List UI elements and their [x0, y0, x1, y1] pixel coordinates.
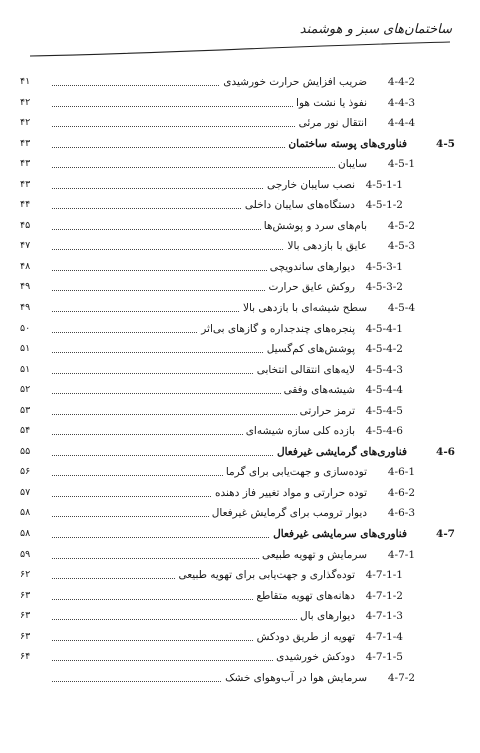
toc-entry-page: ۴۳ [20, 178, 31, 190]
toc-entry-number: 4-5-4-5 [365, 404, 403, 417]
running-header: ساختمان‌های سبز و هوشمند [299, 22, 452, 37]
toc-entry-title: تهویه از طریق دودکش [254, 627, 355, 647]
toc-entry-title: دیوارهای بال [297, 606, 355, 626]
toc-entry-page: ۵۱ [20, 363, 31, 375]
toc-entry [18, 154, 458, 175]
toc-entry-title: ضریب افزایش حرارت خورشیدی [220, 72, 367, 92]
toc-entry-page: ۴۴ [20, 199, 31, 211]
toc-entry-number: 4-7-1-5 [365, 651, 403, 664]
toc-entry-title: فناوری‌های سرمایشی غیرفعال [270, 524, 407, 544]
toc-entry-number: 4-5-1-2 [365, 199, 403, 212]
toc-entry-title: سطح شیشه‌ای با بازدهی بالا [240, 298, 367, 318]
toc-entry-page: ۵۶ [20, 466, 31, 478]
toc-entry-number: 4-5-1-1 [365, 178, 403, 191]
toc-entry-number: 4-5-4-3 [365, 363, 403, 376]
toc-entry-title: سایبان [335, 154, 367, 174]
toc-entry-page: ۵۲ [20, 384, 31, 396]
toc-entry [18, 442, 458, 463]
table-of-contents [18, 72, 458, 688]
dot-leader [52, 167, 367, 168]
toc-entry-title: دیوار ترومب برای گرمایش غیرفعال [209, 503, 367, 523]
toc-entry [18, 195, 458, 216]
toc-entry [18, 216, 458, 237]
toc-entry-title: لایه‌های انتقالی انتخابی [254, 360, 355, 380]
toc-entry-page: ۵۸ [20, 528, 31, 540]
toc-entry-title: نفوذ یا نشت هوا [293, 93, 367, 113]
toc-entry-number: 4-5-4-6 [365, 425, 403, 438]
toc-entry-number: 4-5-1 [387, 158, 415, 171]
toc-entry-page: ۴۲ [20, 117, 31, 129]
toc-entry [18, 298, 458, 319]
toc-entry-number: 4-5-3-2 [365, 281, 403, 294]
toc-entry-page: ۵۴ [20, 425, 31, 437]
toc-entry [18, 360, 458, 381]
toc-entry-page: ۴۲ [20, 96, 31, 108]
toc-entry [18, 93, 458, 114]
header-rule [30, 40, 450, 60]
toc-entry-title: دیوارهای ساندویچی [267, 257, 355, 277]
toc-entry [18, 668, 458, 689]
toc-entry-page: ۵۷ [20, 486, 31, 498]
toc-entry-page: ۵۱ [20, 343, 31, 355]
toc-entry-page: ۶۲ [20, 569, 31, 581]
toc-entry-number: 4-7-1-4 [365, 630, 403, 643]
toc-entry-number: 4-5-3 [387, 240, 415, 253]
toc-entry-title: بازده کلی سازه شیشه‌ای [243, 421, 355, 441]
toc-entry [18, 462, 458, 483]
toc-entry [18, 339, 458, 360]
toc-entry-page: ۶۳ [20, 610, 31, 622]
toc-entry-title: توده‌گذاری و جهت‌یابی برای تهویه طبیعی [175, 565, 355, 585]
toc-entry-page: ۶۳ [20, 589, 31, 601]
toc-entry [18, 236, 458, 257]
toc-entry-number: 4-7-1-3 [365, 610, 403, 623]
toc-entry [18, 113, 458, 134]
toc-entry-title: نصب سایبان خارجی [264, 175, 355, 195]
toc-entry [18, 483, 458, 504]
toc-entry-title: بام‌های سرد و پوشش‌ها [261, 216, 367, 236]
toc-entry-number: 4-6-2 [387, 486, 415, 499]
toc-entry-title: توده‌سازی و جهت‌یابی برای گرما [223, 462, 367, 482]
toc-entry-number: 4-5 [436, 137, 455, 150]
toc-entry-page: ۴۹ [20, 281, 31, 293]
toc-entry-number: 4-5-2 [387, 219, 415, 232]
toc-entry-title: سرمایش و تهویه طبیعی [259, 545, 367, 565]
toc-entry-number: 4-7-1 [387, 548, 415, 561]
toc-entry [18, 277, 458, 298]
toc-entry-title: دودکش خورشیدی [273, 647, 355, 667]
toc-entry [18, 647, 458, 668]
toc-entry-page: ۴۳ [20, 137, 31, 149]
toc-entry [18, 524, 458, 545]
toc-entry-title: عایق با بازدهی بالا [284, 236, 367, 256]
toc-entry-page: ۵۹ [20, 548, 31, 560]
toc-entry-number: 4-5-4 [387, 302, 415, 315]
toc-entry-page: ۴۸ [20, 260, 31, 272]
toc-entry-page: ۴۷ [20, 240, 31, 252]
toc-entry-title: توده حرارتی و مواد تغییر فاز دهنده [212, 483, 367, 503]
toc-entry-page: ۴۹ [20, 302, 31, 314]
toc-entry-title: پوشش‌های کم‌گسیل [264, 339, 355, 359]
toc-entry-number: 4-6 [436, 445, 455, 458]
toc-entry-title: انتقال نور مرئی [296, 113, 367, 133]
toc-entry [18, 606, 458, 627]
toc-entry [18, 565, 458, 586]
toc-entry-page: ۶۳ [20, 630, 31, 642]
toc-entry-page: ۴۱ [20, 76, 31, 87]
toc-entry-page: ۶۴ [20, 651, 31, 663]
toc-entry-page: ۴۵ [20, 219, 31, 231]
toc-entry [18, 319, 458, 340]
toc-entry [18, 421, 458, 442]
toc-entry-number: 4-7-1-2 [365, 589, 403, 602]
toc-entry-number: 4-5-4-4 [365, 384, 403, 397]
toc-entry-number: 4-6-3 [387, 507, 415, 520]
toc-entry [18, 627, 458, 648]
toc-entry-number: 4-4-4 [387, 117, 415, 130]
toc-entry-number: 4-7-1-1 [365, 569, 403, 582]
toc-entry-number: 4-6-1 [387, 466, 415, 479]
toc-entry [18, 380, 458, 401]
toc-entry-number: 4-5-3-1 [365, 260, 403, 273]
toc-entry-title: فناوری‌های پوسته ساختمان [285, 134, 407, 154]
toc-entry-page: ۴۳ [20, 158, 31, 170]
toc-entry-page: ۵۰ [20, 322, 31, 334]
toc-entry-number: 4-5-4-2 [365, 343, 403, 356]
toc-entry-page: ۵۸ [20, 507, 31, 519]
toc-entry-page: ۵۵ [20, 445, 31, 457]
toc-entry-number: 4-5-4-1 [365, 322, 403, 335]
toc-entry [18, 72, 458, 93]
toc-entry [18, 401, 458, 422]
toc-entry-title: شیشه‌های وفقی [281, 380, 355, 400]
toc-entry-number: 4-4-2 [387, 76, 415, 88]
toc-entry-title: دستگاه‌های سایبان داخلی [242, 195, 355, 215]
toc-entry [18, 175, 458, 196]
toc-entry-title: روکش عایق حرارت [265, 277, 355, 297]
toc-entry-number: 4-7 [436, 528, 455, 541]
toc-entry-number: 4-7-2 [387, 671, 415, 684]
toc-entry [18, 545, 458, 566]
toc-entry-title: ترمز حرارتی [297, 401, 355, 421]
toc-entry [18, 586, 458, 607]
toc-entry-title: سرمایش هوا در آب‌وهوای خشک [222, 668, 367, 688]
toc-entry-number: 4-4-3 [387, 96, 415, 109]
toc-entry [18, 503, 458, 524]
toc-entry-title: پنجره‌های چندجداره و گازهای بی‌اثر [198, 319, 355, 339]
toc-entry-title: دهانه‌های تهویه متقاطع [253, 586, 355, 606]
toc-entry [18, 257, 458, 278]
toc-entry [18, 134, 458, 155]
toc-entry-page: ۵۳ [20, 404, 31, 416]
toc-entry-title: فناوری‌های گرمایشی غیرفعال [274, 442, 407, 462]
